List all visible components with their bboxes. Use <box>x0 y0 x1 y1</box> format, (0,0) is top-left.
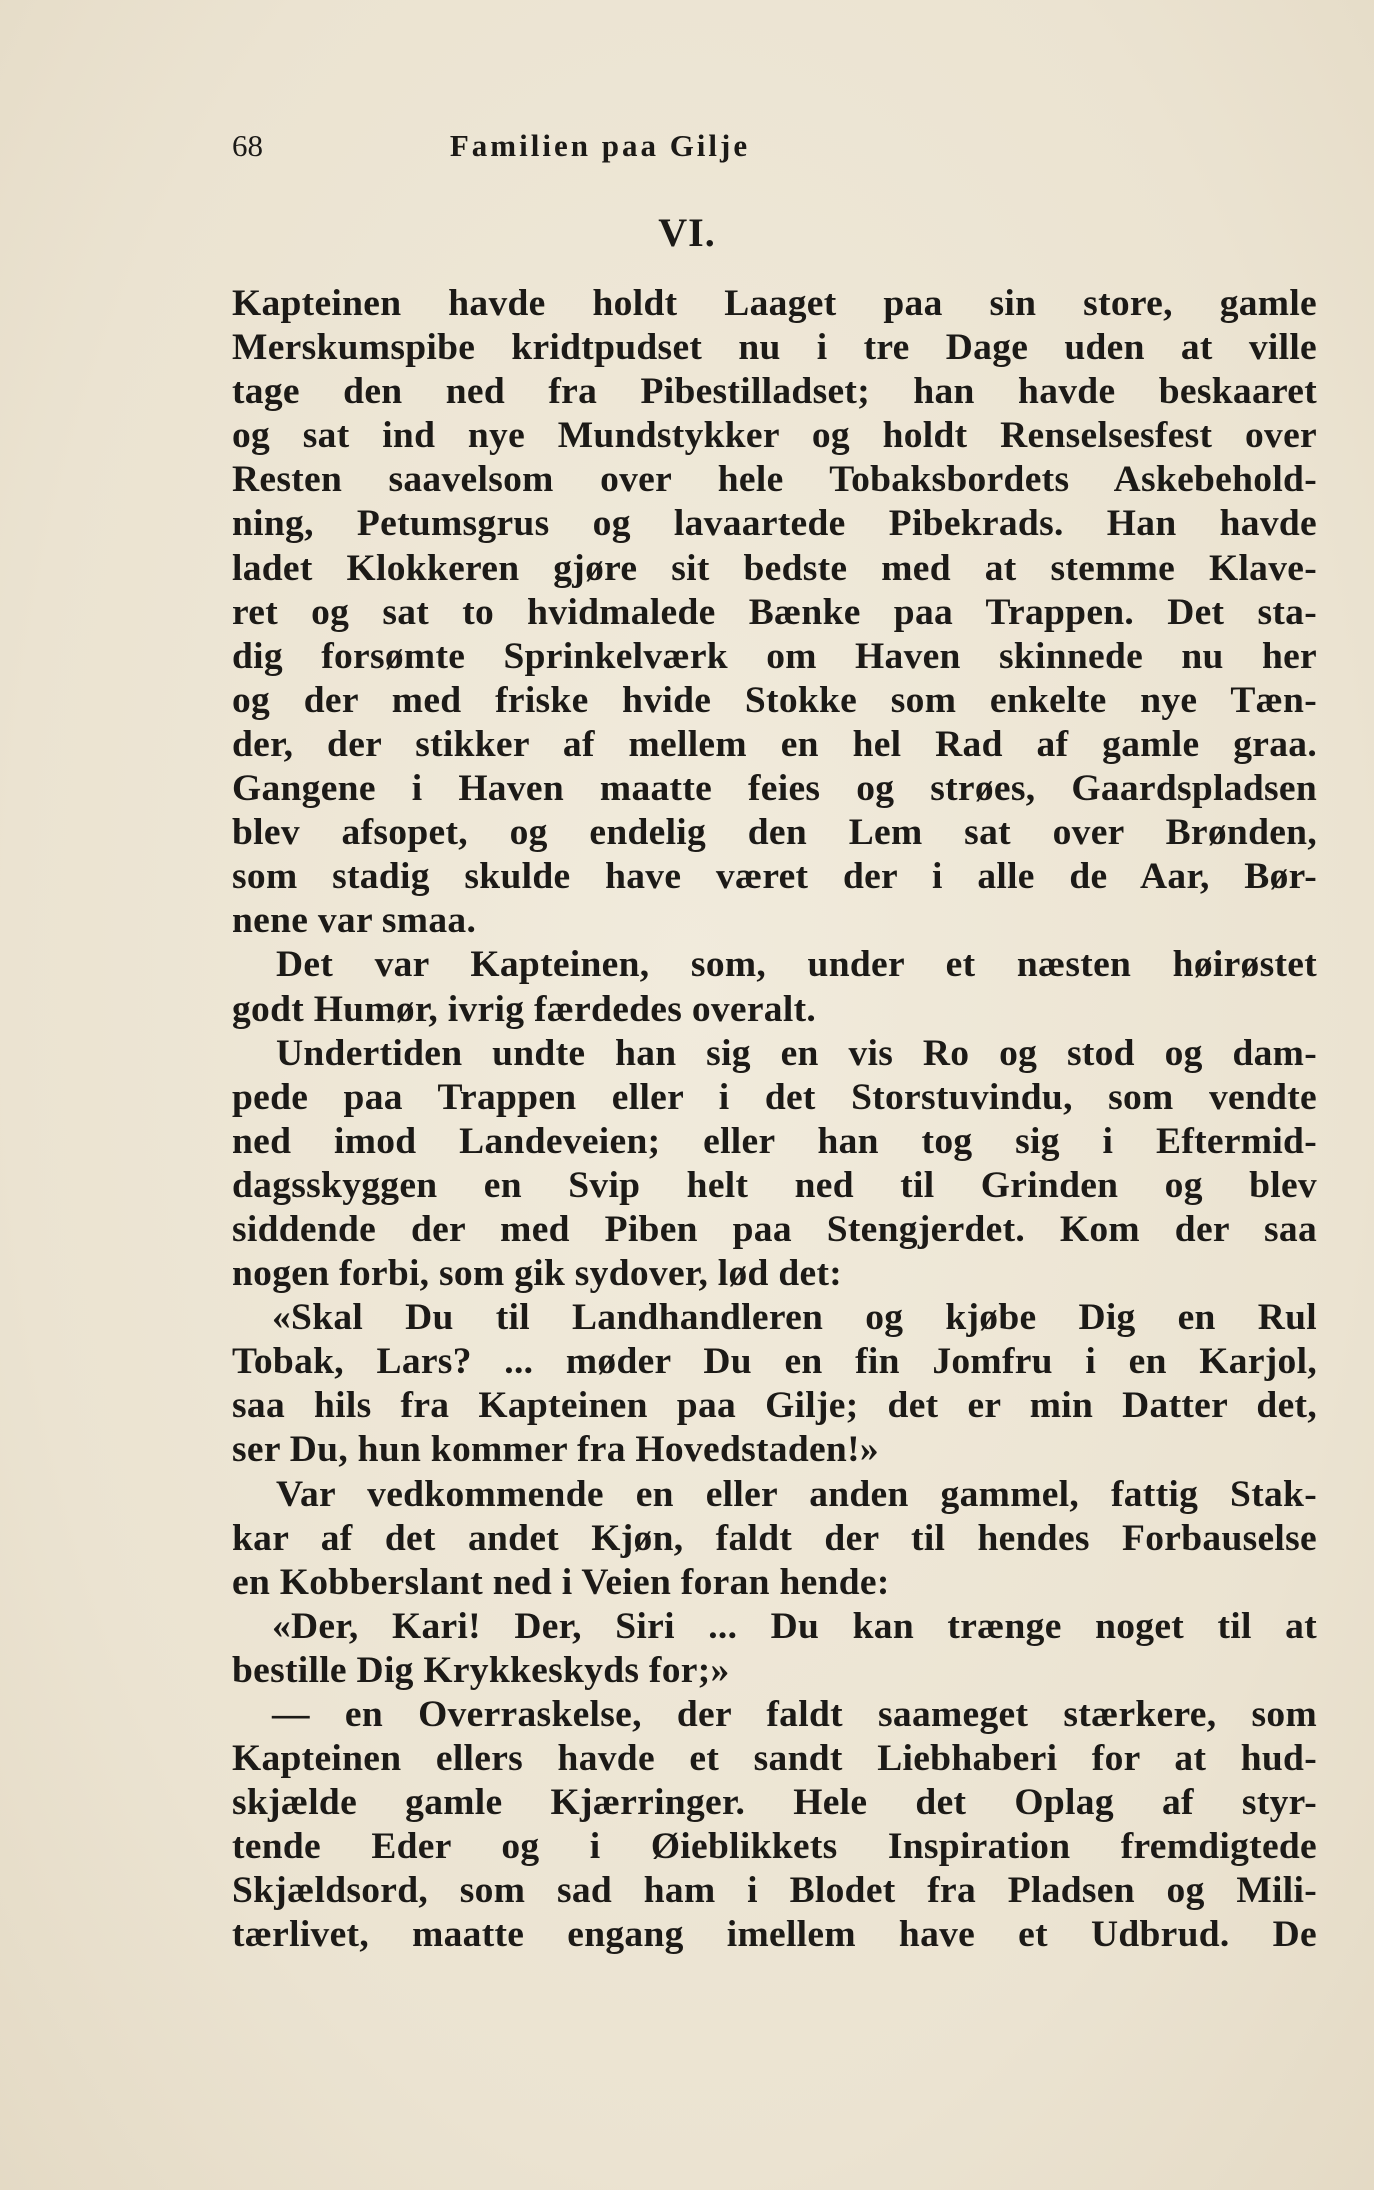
text-line: nene var smaa. <box>232 900 477 942</box>
text-line: Undertiden undte han sig en vis Ro og stod og dam- <box>276 1032 1317 1074</box>
text-line: Det var Kapteinen, som, under et næsten høirøstet <box>276 944 1317 986</box>
text-line: Kapteinen havde holdt Laaget paa sin store, gamle <box>232 283 1317 324</box>
running-title: Familien paa Gilje <box>449 128 751 163</box>
text-line: og der med friske hvide Stokke som enkelte nye Tæn- <box>232 679 1317 721</box>
text-line: dagsskyggen en Svip helt ned til Grinden og blev <box>232 1164 1317 1206</box>
text-line: ning, Petumsgrus og lavaartede Pibekrads. Han havde <box>232 503 1317 545</box>
text-line: ser Du, hun kommer fra Hovedstaden!» <box>232 1429 879 1471</box>
text-line: som stadig skulde have været der i alle de Aar, Bør- <box>232 856 1317 898</box>
text-line: tage den ned fra Pibestilladset; han havde beskaaret <box>232 371 1317 413</box>
text-line: og sat ind nye Mundstykker og holdt Renselsesfest over <box>232 415 1317 457</box>
text-line: — en Overraskelse, der faldt saameget stærkere, som <box>272 1694 1317 1735</box>
text-line: Var vedkommende en eller anden gammel, fattig Stak- <box>276 1473 1317 1515</box>
text-line: dig forsømte Sprinkelværk om Haven skinnede nu her <box>232 635 1317 677</box>
text-line: pede paa Trappen eller i det Storstuvindu, som vendte <box>232 1076 1317 1118</box>
text-line: Resten saavelsom over hele Tobaksbordets Askebehold- <box>232 459 1317 501</box>
chapter-heading: VI. <box>658 210 716 255</box>
text-line: Skjældsord, som sad ham i Blodet fra Pladsen og Mili- <box>232 1870 1317 1912</box>
body-text <box>232 282 1317 1958</box>
text-line: «Skal Du til Landhandleren og kjøbe Dig en Rul <box>272 1297 1317 1339</box>
text-line: en Kobberslant ned i Veien foran hende: <box>232 1561 890 1603</box>
text-line: nogen forbi, som gik sydover, lød det: <box>232 1253 843 1295</box>
text-line: Tobak, Lars? ... møder Du en fin Jomfru i en Karjol, <box>232 1341 1317 1383</box>
text-line: blev afsopet, og endelig den Lem sat over Brønden, <box>232 812 1317 854</box>
text-line: Kapteinen ellers havde et sandt Liebhaberi for at hud- <box>232 1738 1317 1780</box>
running-head <box>232 126 968 166</box>
text-line: Gangene i Haven maatte feies og strøes, Gaardspladsen <box>232 768 1317 810</box>
text-line: der, der stikker af mellem en hel Rad af gamle graa. <box>232 723 1317 765</box>
text-line: ladet Klokkeren gjøre sit bedste med at stemme Klave- <box>232 547 1317 589</box>
text-line: tende Eder og i Øieblikkets Inspiration fremdigtede <box>232 1826 1317 1868</box>
text-line: kar af det andet Kjøn, faldt der til hendes Forbauselse <box>232 1517 1317 1559</box>
text-line: ned imod Landeveien; eller han tog sig i Eftermid- <box>232 1120 1317 1162</box>
page-number: 68 <box>232 128 263 163</box>
text-line: Merskumspibe kridtpudset nu i tre Dage uden at ville <box>232 327 1317 369</box>
text-line: ret og sat to hvidmalede Bænke paa Trappen. Det sta- <box>232 591 1317 633</box>
text-line: skjælde gamle Kjærringer. Hele det Oplag af styr- <box>232 1782 1317 1824</box>
text-line: «Der, Kari! Der, Siri ... Du kan trænge noget til at <box>272 1605 1317 1647</box>
text-line: saa hils fra Kapteinen paa Gilje; det er min Datter det, <box>232 1385 1317 1427</box>
text-line: bestille Dig Krykkeskyds for;» <box>232 1649 730 1691</box>
text-line: siddende der med Piben paa Stengjerdet. Kom der saa <box>232 1208 1317 1250</box>
text-line: tærlivet, maatte engang imellem have et Udbrud. De <box>232 1914 1317 1956</box>
text-line: godt Humør, ivrig færdedes overalt. <box>232 988 817 1030</box>
